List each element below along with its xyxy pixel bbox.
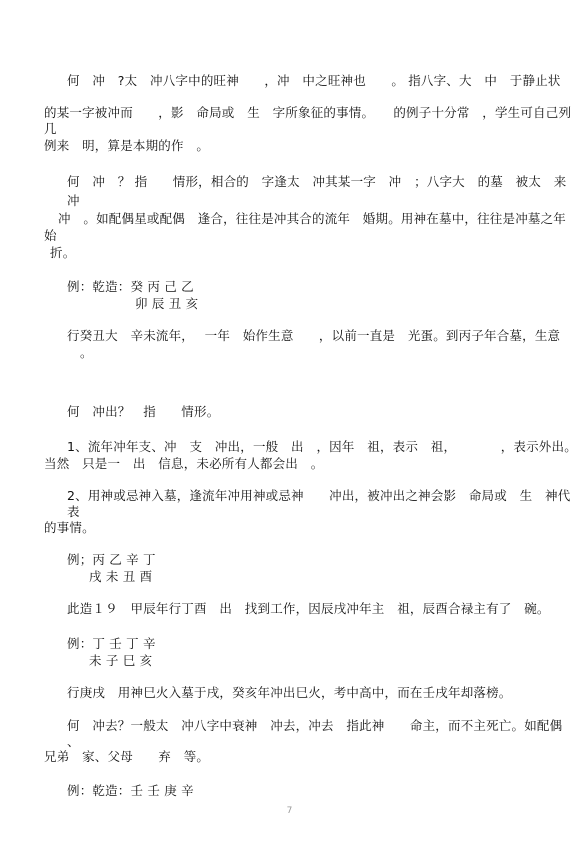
text-line: 始 xyxy=(44,228,57,243)
text-line: 当然 只是一 出 信息，未必所有人都会出 。 xyxy=(44,456,324,471)
text-line: 1、流年冲年支、冲 支 冲出，一般 出 ，因年 祖，表示 祖， ，表示外出。 xyxy=(67,439,577,454)
text-line: 几 xyxy=(44,121,57,136)
text-line: 此造１９ 甲辰年行丁酉 出 找到工作，因辰戌冲年主 祖，辰酉合禄主有了 碗。 xyxy=(67,601,550,616)
text-line: 何 冲去？一般太 冲八字中衰神 冲去，冲去 指此神 命主，而不主死亡。如配偶 xyxy=(67,718,563,733)
text-line: 2、用神或忌神入墓，逢流年冲用神或忌神 冲出，被冲出之神会影 命局或 生 神代 xyxy=(67,488,571,503)
example-pillars-line: 戌 未 丑 酉 xyxy=(89,569,153,584)
text-line: 折。 xyxy=(50,245,76,260)
text-line: 的某一字被冲而 ，影 命局或 生 字所象征的事情。 的例子十分常 ，学生可自己列 xyxy=(44,105,572,120)
example-pillars-line: 例；丙 乙 辛 丁 xyxy=(67,552,156,567)
text-line: 兄弟 家、父母 弃 等。 xyxy=(44,749,210,764)
text-line: 、 xyxy=(67,734,80,749)
text-line: 例来 明，算是本期的作 。 xyxy=(44,138,210,153)
example-pillars-line: 卯 辰 丑 亥 xyxy=(135,296,199,311)
text-line: 何 冲 ?太 冲八字中的旺神 ，冲 中之旺神也 。 指八字、大 中 于静止状 xyxy=(67,73,561,88)
example-pillars-line: 未 子 巳 亥 xyxy=(89,653,153,668)
text-line: 冲 。如配偶星或配偶 逢合，往往是冲其合的流年 婚期。用神在墓中，往往是冲墓之年 xyxy=(58,211,567,226)
section-heading: 何 冲出？ 指 情形。 xyxy=(67,404,220,419)
text-line: 行庚戌 用神巳火入墓于戌，癸亥年冲出巳火，考中高中，而在壬戌年却落榜。 xyxy=(67,685,512,700)
example-pillars-line: 例：乾造：癸 丙 己 乙 xyxy=(67,279,194,294)
text-line: 。 xyxy=(80,345,93,360)
text-line: 冲 xyxy=(67,193,80,208)
text-line: 表 xyxy=(67,504,80,519)
example-pillars-line: 例：乾造：壬 壬 庚 辛 xyxy=(67,783,194,798)
text-line: 的事情。 xyxy=(44,520,95,535)
example-pillars-line: 例：丁 壬 丁 辛 xyxy=(67,636,156,651)
page-number: 7 xyxy=(286,806,293,816)
text-line: 行癸丑大 辛未流年， 一年 始作生意 ，以前一直是 光蛋。到丙子年合墓，生意 xyxy=(67,328,561,343)
text-line: 何 冲 ？ 指 情形，相合的 字逢太 冲其某一字 冲 ；八字大 的墓 被太 来 xyxy=(67,174,567,189)
